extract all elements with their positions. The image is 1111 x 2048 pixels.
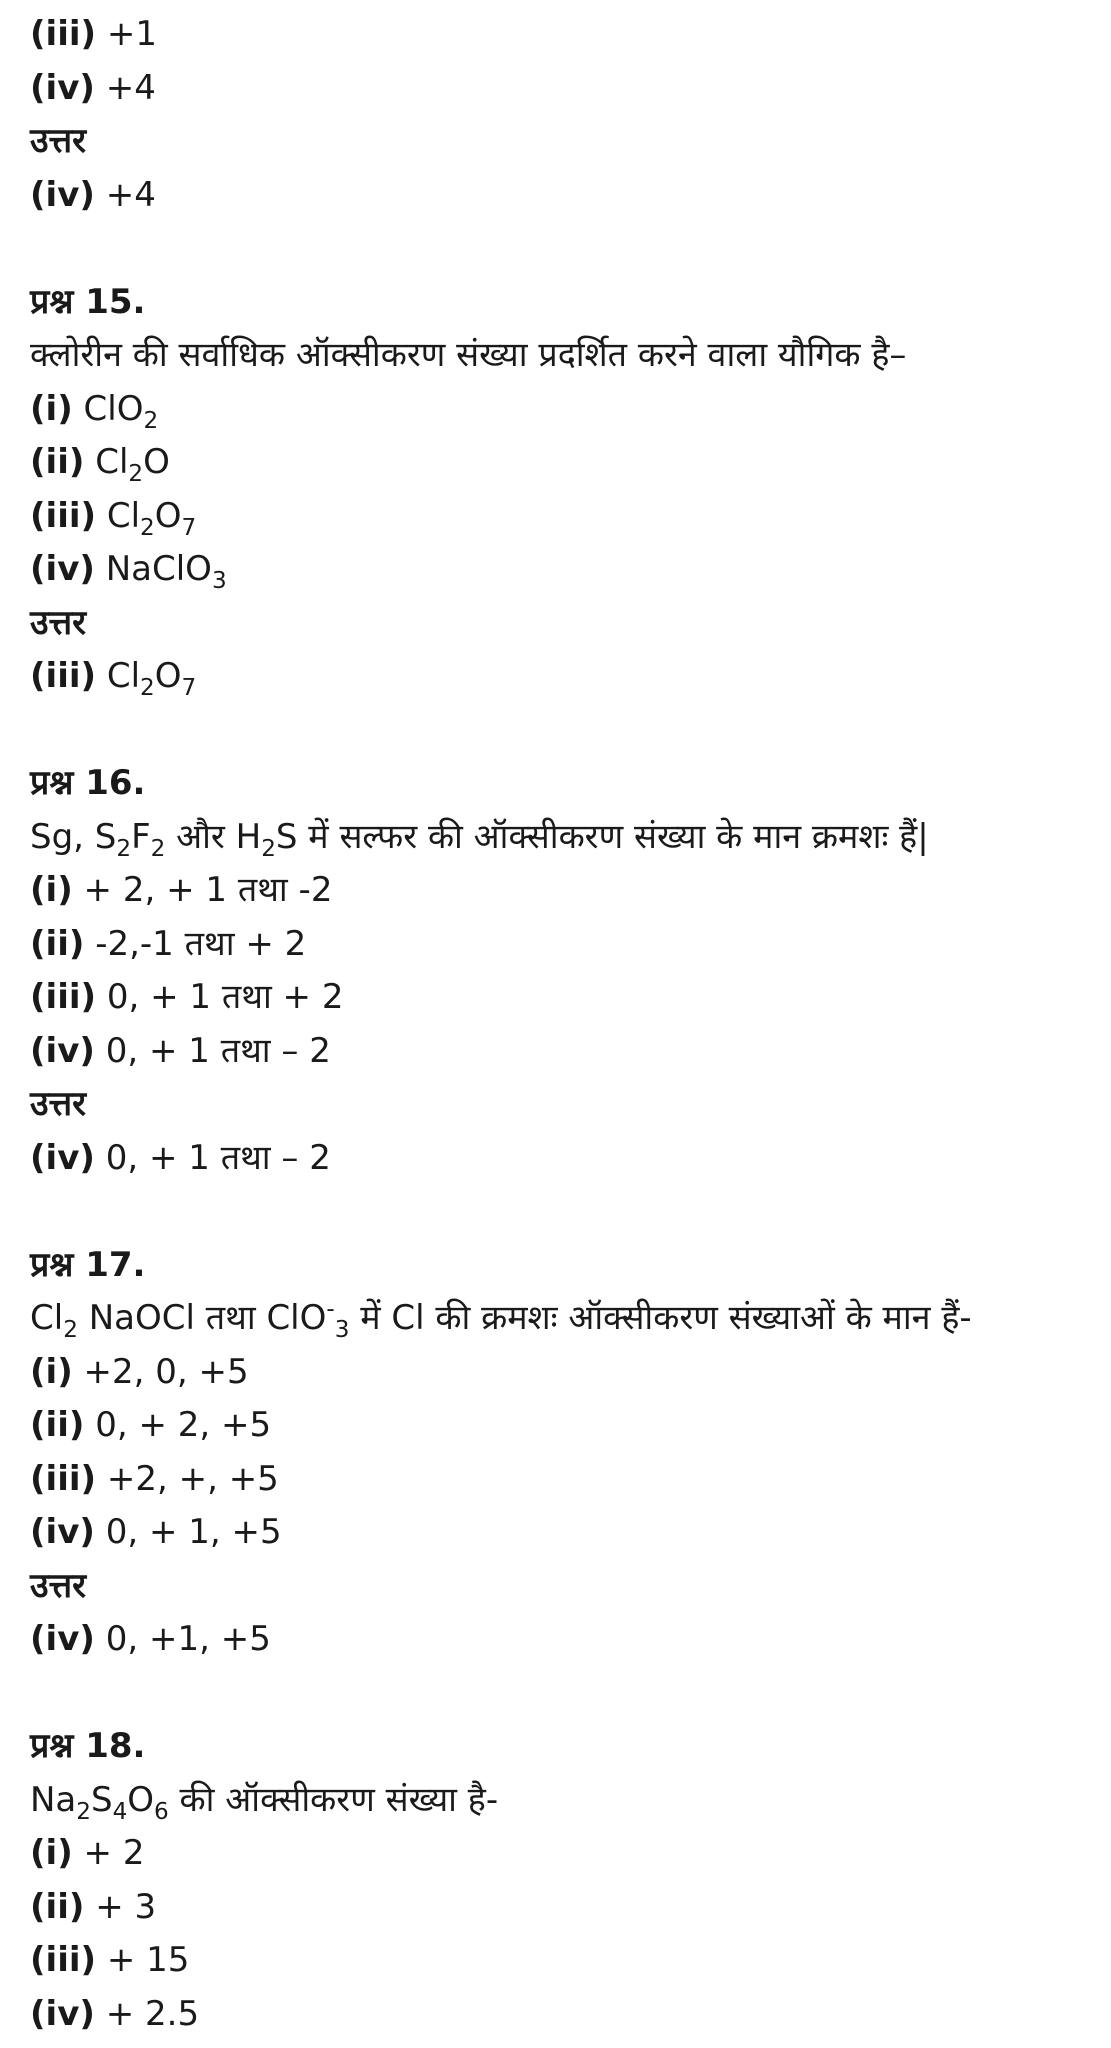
option-text: + 3 bbox=[95, 1886, 157, 1927]
q15-option-iv: (iv) NaClO$_3$ bbox=[30, 549, 227, 595]
q16-question: Sg, $S_2F_2$ और $H_2S$ में सल्फर की ऑक्सीकरण संख्या के मान क्रमशः हैं| bbox=[30, 816, 929, 862]
option-text: +2, 0, +5 bbox=[83, 1351, 249, 1392]
answer-text: 0, +1, +5 bbox=[105, 1619, 271, 1659]
option-label: (i) bbox=[30, 1833, 73, 1873]
q16-option-iii bbox=[30, 971, 1090, 1025]
option-label: (iii) bbox=[30, 1458, 97, 1499]
option-label: (iv) bbox=[30, 1030, 95, 1071]
option-text: 0, + 1 तथा – 2 bbox=[105, 1030, 331, 1071]
q16-option-i bbox=[30, 864, 1090, 918]
option-label: (iii) bbox=[30, 656, 97, 696]
option-label: (iv) bbox=[30, 67, 95, 108]
option-label: (iv) bbox=[30, 1137, 95, 1178]
option-label: (iv) bbox=[30, 1512, 95, 1552]
option-label: (iv) bbox=[30, 1993, 95, 2034]
q15-option-iii: (iii) $Cl_2O_7$ bbox=[30, 495, 197, 541]
option-label: (iii) bbox=[30, 977, 97, 1017]
q18-option-ii bbox=[30, 1881, 1090, 1935]
q15-answer-heading: उत्तर bbox=[30, 602, 87, 643]
option-text: + 15 bbox=[106, 1940, 190, 1980]
option-text: + 2, + 1 तथा -2 bbox=[83, 870, 333, 910]
q15-question: क्लोरीन की सर्वाधिक ऑक्सीकरण संख्या प्रदर्शित करने वाला यौगिक है– bbox=[30, 335, 907, 375]
option-label: (iv) bbox=[30, 549, 95, 589]
q18-option-iv bbox=[30, 1988, 1090, 2042]
q17-title: प्रश्न 17. bbox=[30, 1244, 146, 1285]
option-label: (ii) bbox=[30, 923, 85, 964]
option-text: 0, + 2, +5 bbox=[95, 1405, 272, 1445]
prev-answer-heading: उत्तर bbox=[30, 121, 87, 161]
answer-text: +4 bbox=[105, 174, 156, 215]
document-page bbox=[30, 8, 1090, 2041]
q18-title: प्रश्न 18. bbox=[30, 1726, 146, 1766]
option-label: (iii) bbox=[30, 14, 97, 54]
option-label: (ii) bbox=[30, 1405, 85, 1445]
option-label: (i) bbox=[30, 1351, 73, 1392]
q16-option-iv bbox=[30, 1025, 1090, 1079]
q16-option-ii bbox=[30, 918, 1090, 972]
option-text: + 2 bbox=[83, 1833, 145, 1873]
option-label: (iv) bbox=[30, 174, 95, 215]
option-label: (iv) bbox=[30, 1619, 95, 1659]
option-label: (ii) bbox=[30, 442, 85, 482]
prev-answer bbox=[30, 169, 1090, 223]
q15-option-i: (i) ClO$_2$ bbox=[30, 388, 159, 434]
q16-title: प्रश्न 16. bbox=[30, 763, 146, 803]
q16-answer-heading: उत्तर bbox=[30, 1084, 87, 1124]
prev-option-iv bbox=[30, 62, 1090, 116]
option-text: -2,-1 तथा + 2 bbox=[95, 923, 307, 964]
q15-answer: (iii) $Cl_2O_7$ bbox=[30, 656, 197, 702]
option-label: (iii) bbox=[30, 495, 97, 536]
q15-title: प्रश्न 15. bbox=[30, 281, 146, 322]
q17-option-iii bbox=[30, 1453, 1090, 1507]
option-label: (i) bbox=[30, 870, 73, 910]
answer-text: 0, + 1 तथा – 2 bbox=[105, 1137, 331, 1178]
q18-option-i bbox=[30, 1827, 1090, 1881]
q15-option-ii: (ii) $Cl_2O$ bbox=[30, 442, 170, 488]
option-text: +2, +, +5 bbox=[106, 1458, 279, 1499]
q18-question: $Na_2S_4O_6$ की ऑक्सीकरण संख्या है- bbox=[30, 1779, 499, 1825]
prev-option-iii bbox=[30, 8, 1090, 62]
q16-answer bbox=[30, 1132, 1090, 1186]
option-label: (ii) bbox=[30, 1886, 85, 1927]
option-label: (iii) bbox=[30, 1940, 97, 1980]
option-text: + 2.5 bbox=[105, 1993, 200, 2034]
option-label: (i) bbox=[30, 388, 73, 429]
q17-option-i bbox=[30, 1346, 1090, 1400]
q18-option-iii bbox=[30, 1934, 1090, 1988]
q17-answer-heading: उत्तर bbox=[30, 1565, 87, 1606]
q17-answer bbox=[30, 1613, 1090, 1667]
q17-option-ii bbox=[30, 1399, 1090, 1453]
q17-question: $Cl_2$ NaOCl तथा ClO-$_3$ में Cl की क्रमशः ऑक्सीकरण संख्याओं के मान हैं- bbox=[30, 1296, 972, 1344]
option-text: +1 bbox=[106, 14, 157, 54]
option-text: +4 bbox=[105, 67, 156, 108]
option-text: 0, + 1, +5 bbox=[105, 1512, 282, 1552]
q17-option-iv bbox=[30, 1506, 1090, 1560]
option-text: 0, + 1 तथा + 2 bbox=[106, 977, 344, 1017]
